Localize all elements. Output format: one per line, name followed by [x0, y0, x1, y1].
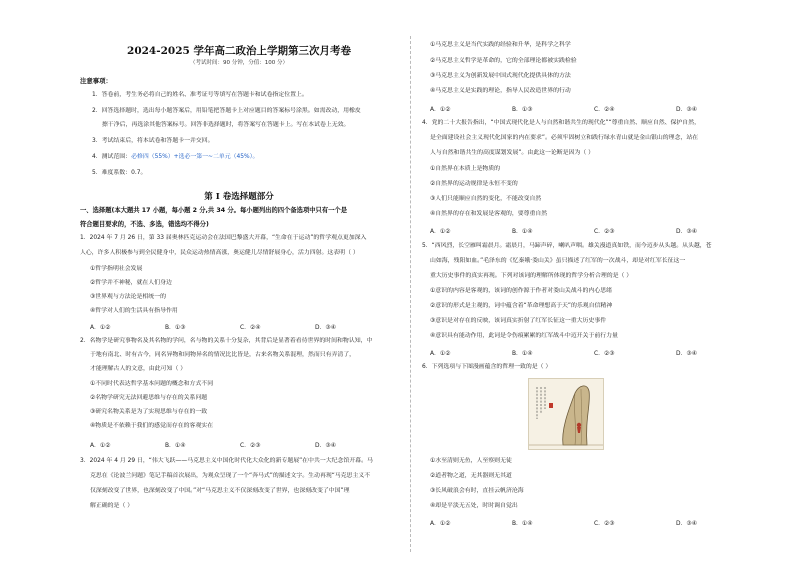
note-item: 2．回答选择题时，选出每小题答案后，用铅笔把答题卡上对应题目的答案标号涂黑。如需改动，用橡皮 — [92, 108, 361, 114]
choice-item: ①水至清则无鱼，人至察则无徒 — [430, 458, 512, 464]
option-b[interactable]: B．①④ — [165, 443, 186, 449]
option-d[interactable]: D．③④ — [676, 521, 697, 527]
option-a[interactable]: A．①② — [90, 325, 111, 331]
note-item: 1．答卷前，考生务必将自己的姓名、准考证号等填写在答题卡和试卷指定位置上。 — [92, 92, 308, 98]
question-text: 3．2024 年 4 月 29 日，“伟大飞跃——马克思主义中国化时代化大众化的新专题展”在中共一大纪念馆开幕。马 — [80, 458, 373, 464]
choice-item: ②哲学并不神秘，就在人们身边 — [90, 280, 172, 286]
section-title: 第 I 卷选择题部分 — [204, 192, 274, 202]
choice-item: ④自然界的存在和发展是客观的，要尊重自然 — [430, 211, 548, 217]
choice-item: ③马克思主义为创新发展中国式现代化提供具体的方法 — [430, 73, 571, 79]
option-d[interactable]: D．③④ — [676, 351, 697, 357]
exam-subtitle: （考试时间：90 分钟，分值：100 分） — [190, 60, 288, 66]
range-label: 4．测试范围： — [92, 154, 132, 160]
choice-item: ②自然界的运动规律是永恒不变的 — [430, 181, 518, 187]
option-a[interactable]: A．①② — [430, 229, 451, 235]
option-d[interactable]: D．③④ — [676, 229, 697, 235]
choice-item: ②道者物之道，无其器则无其道 — [430, 473, 512, 479]
choice-item: ④意识具有能动作用，此词是令伤痕累累的红军战斗中迈开关于前行力量 — [430, 333, 618, 339]
option-a[interactable]: A．①② — [430, 107, 451, 113]
option-a[interactable]: A．①② — [430, 521, 451, 527]
question-text: 4．党的二十大报告指出，“中国式现代化是人与自然和谐共生的现代化”“尊重自然、顺应自然、保护自然， — [422, 120, 700, 126]
option-c[interactable]: C．②④ — [240, 325, 261, 331]
question-text: 人与自然和谐共生的高度谋划发展”。由此这一论断是因为（ ） — [430, 150, 594, 156]
choice-item: ④物质是不依赖于我们的感觉而存在的客观实在 — [90, 423, 214, 429]
note-item: 擦干净后，再选涂其他答案标号。回答非选择题时，将答案写在答题卡上。写在本试卷上无效。 — [102, 122, 350, 128]
choice-item: ②意识的形式是主观的，词中蕴含着“革命理想高于天”的乐观自信精神 — [430, 303, 613, 309]
choice-item: ①不同时代表达哲学基本问题的概念和方式不同 — [90, 381, 214, 387]
choice-item: ③世界观与方法论是相统一的 — [90, 294, 166, 300]
note-item — [92, 154, 258, 161]
question-text: 仅深刻改变了世界，也深刻改变了中国。”对“马克思主义不仅深刻改变了世界，也深刻改变了中国”理 — [90, 488, 350, 494]
choice-item: ④哲学对人们的生活具有指导作用 — [90, 308, 178, 314]
option-c[interactable]: C．②③ — [594, 229, 615, 235]
note-item: 5．难度系数：0.7。 — [92, 170, 147, 176]
choice-item: ③长风破浪会有时，直挂云帆济沧海 — [430, 488, 524, 494]
question-text: 是全面建设社会主义现代化国家的内在要求”。必须牢固树立和践行绿水青山就是金山银山的理念，站在 — [430, 135, 699, 141]
answer-options — [90, 322, 375, 331]
question-text: 山如海，残阳如血。”毛泽东的《忆秦娥·娄山关》虽只描述了红军的一次战斗，却是对红军长征这一 — [430, 258, 686, 264]
notes-heading: 注意事项： — [80, 77, 112, 85]
choice-item: ③研究名物关系是为了实现思维与存在的一致 — [90, 409, 208, 415]
option-c[interactable]: C．②③ — [594, 351, 615, 357]
question-text: 1．2024 年 7 月 26 日，第 33 届奥林匹克运动会在法国巴黎盛大开幕，“生命在于运动”的哲学观点更加深入 — [80, 235, 367, 241]
option-b[interactable]: B．①③ — [165, 325, 186, 331]
choice-item: ②名物学研究无法回避思维与存在的关系问题 — [90, 395, 208, 401]
question-text: 克思在《论波兰问题》笔记手稿首次展出，为观众呈现了一个“奔马式”的描述文字。生动再现“马克思主义不 — [90, 473, 371, 479]
note-item: 3．考试结束后，将本试卷和答题卡一并交回。 — [92, 138, 214, 144]
choice-item: ①哲学指明社会发展 — [90, 266, 143, 272]
choice-item: ②马克思主义哲学是革命的，它的全部理论都被实践检验 — [430, 58, 577, 64]
question-text: 重大历史事件的真实再现。下列对该词的理解所体现的哲学分析合理的是（ ） — [430, 273, 633, 279]
option-a[interactable]: A．①② — [90, 443, 111, 449]
choice-item: ③意识是对存在的反映，该词真实折射了红军长征这一重大历史事件 — [430, 318, 607, 324]
question-text: 5．“西风烈，长空雁叫霜晨月。霜晨月，马蹄声碎，喇叭声咽。雄关漫道真如铁，而今迈步从头越。从头越，苍 — [422, 243, 712, 249]
choice-item: ③人们只能顺应自然的变化，不能改变自然 — [430, 196, 542, 202]
option-b[interactable]: B．①④ — [512, 521, 533, 527]
answer-options — [430, 226, 736, 235]
option-c[interactable]: C．②③ — [594, 521, 615, 527]
option-a[interactable]: A．①② — [430, 351, 451, 357]
answer-options — [430, 104, 736, 113]
question-text: 6．下列选项与下图漫画蕴含的哲理一致的是（ ） — [422, 364, 552, 370]
left-column — [80, 0, 398, 562]
section-instruction: 一、选择题(本大题共 17 小题，每小题 2 分,共 34 分。每小题列出的四个备选项中只有一个是 — [80, 207, 348, 214]
exam-title: 2024-2025 学年高二政治上学期第三次月考卷 — [127, 45, 351, 57]
section-instruction: 符合题目要求的，不选、多选，错选均不得分) — [80, 221, 209, 228]
choice-item: ①马克思主义是当代实践的经验和升华，是科学之科学 — [430, 42, 571, 48]
question-text: 2．名物学是研究事物名及其名物的学问，名与物的关系十分复杂，其背后是显著着看待世界的时间和物认知，中 — [80, 338, 373, 344]
option-c[interactable]: C．②④ — [594, 107, 615, 113]
question-text: 人心，许多人积极参与到全民健身中，民众运动热情高涨，奥运健儿尽情舒展身心，活力四射。这表明（ ） — [80, 250, 359, 256]
choice-item: ①意识的内容是客观的，该词的创作源于作者对娄山关战斗的内心思绪 — [430, 288, 612, 294]
option-d[interactable]: D．③④ — [676, 107, 697, 113]
choice-item: ④马克思主义是实践的理论，指导人民改造世界的行动 — [430, 88, 571, 94]
mountain-figure-illustration — [529, 379, 603, 449]
choice-item: ①自然界在本质上是物质的 — [430, 166, 501, 172]
option-b[interactable]: B．①④ — [512, 351, 533, 357]
option-d[interactable]: D．③④ — [315, 443, 336, 449]
option-b[interactable]: B．①③ — [512, 107, 533, 113]
range-highlight: 必修四（55%）+选必一第一~二单元（45%）。 — [131, 154, 259, 160]
option-b[interactable]: B．①④ — [512, 229, 533, 235]
choice-item: ④却是平淡无五处，时时调自觉出 — [430, 503, 518, 509]
option-d[interactable]: D．③④ — [315, 325, 336, 331]
question-text: 解正确的是（ ） — [90, 503, 134, 509]
question-text: 于地有南北、时有古今，同名异物和同物异名的情况比比皆是，古来名物关系混理，然而只有弄清了， — [90, 352, 356, 358]
question-text: 才能理解古人的文意，由此可知（ ） — [90, 366, 187, 372]
answer-options — [430, 518, 736, 527]
answer-options — [90, 440, 375, 449]
answer-options — [430, 348, 736, 357]
column-divider — [410, 36, 411, 552]
option-c[interactable]: C．②③ — [240, 443, 261, 449]
ink-painting-image — [528, 378, 604, 450]
